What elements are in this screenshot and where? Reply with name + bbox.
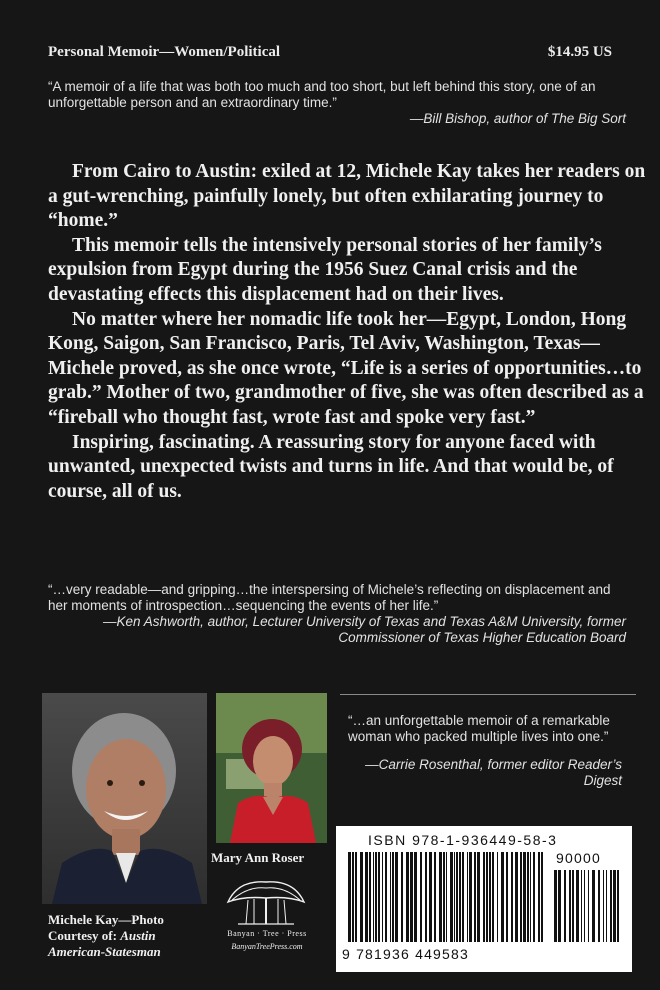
contributor-photo xyxy=(216,693,327,843)
barcode-bar xyxy=(598,870,600,942)
barcode-bar xyxy=(429,852,432,942)
barcode-bar xyxy=(406,852,409,942)
barcode-bar xyxy=(541,852,543,942)
barcode-bar xyxy=(584,870,585,942)
barcode-bar xyxy=(369,852,371,942)
contributor-photo-caption: Mary Ann Roser xyxy=(211,850,305,865)
barcode-bar xyxy=(459,852,461,942)
caption-line-2 xyxy=(48,928,218,944)
barcode-bar xyxy=(483,852,485,942)
barcode-bar xyxy=(454,852,455,942)
barcode-bar xyxy=(425,852,427,942)
barcode-bar xyxy=(401,852,403,942)
barcode-bar xyxy=(446,852,447,942)
author-photo xyxy=(42,693,207,904)
barcode-bar xyxy=(360,852,363,942)
barcode-bar xyxy=(382,852,383,942)
barcode-bar xyxy=(610,870,612,942)
barcode-bar xyxy=(373,852,374,942)
barcode-bar xyxy=(414,852,417,942)
barcode-bars-main xyxy=(348,852,543,942)
barcode-bar xyxy=(533,852,535,942)
blurb-top-quote: “A memoir of a life that was both too much and too short, but left behind this story, one of an unforgettable person and an extraordinary time.” xyxy=(48,79,596,110)
barcode-bar xyxy=(378,852,380,942)
barcode-digits: 9 781936 449583 xyxy=(342,946,469,962)
barcode-bar xyxy=(592,870,595,942)
divider-line xyxy=(340,694,636,695)
barcode-bar xyxy=(348,852,351,942)
barcode-bar xyxy=(492,852,494,942)
barcode-bar xyxy=(462,852,464,942)
blurb-top-attribution: —Bill Bishop, author of The Big Sort xyxy=(409,111,626,126)
barcode-bar xyxy=(486,852,488,942)
barcode-bar xyxy=(617,870,619,942)
barcode-bar xyxy=(467,852,468,942)
barcode-bar xyxy=(538,852,540,942)
barcode-bar xyxy=(395,852,398,942)
blurb-middle-quote: “…very readable—and gripping…the interspersing of Michele’s reflecting on displacement and her moments of introspection…sequencing the events of her life.” xyxy=(48,582,611,613)
barcode-bar xyxy=(477,852,480,942)
barcode-bar xyxy=(564,870,566,942)
isbn-label: ISBN 978-1-936449-58-3 xyxy=(368,832,558,848)
barcode-bar xyxy=(572,870,574,942)
barcode-bar xyxy=(501,852,504,942)
barcode-bar xyxy=(523,852,526,942)
barcode-bar xyxy=(489,852,491,942)
barcode-bar xyxy=(576,870,579,942)
description-paragraph-2: This memoir tells the intensively personal stories of her family’s expulsion from Egypt during the 1956 Suez Canal crisis and the devastating effects this displacement had on their lives. xyxy=(48,234,602,305)
barcode-bar xyxy=(569,870,571,942)
barcode-price-code: 90000 xyxy=(556,850,601,866)
barcode-bar xyxy=(520,852,522,942)
barcode-bar xyxy=(420,852,422,942)
author-photo-caption xyxy=(48,912,218,960)
barcode-bar xyxy=(515,852,518,942)
barcode-bar xyxy=(439,852,442,942)
caption-source-2: American-Statesman xyxy=(48,944,161,959)
description-paragraph-1: From Cairo to Austin: exiled at 12, Michele Kay takes her readers on a gut-wrenching, painfully lonely, but often exhilarating journey to “home.” xyxy=(48,161,646,232)
caption-line-3 xyxy=(48,944,218,960)
genre-label: Personal Memoir—Women/Political xyxy=(48,44,281,60)
barcode-bar xyxy=(352,852,354,942)
barcode-bar xyxy=(530,852,531,942)
barcode-bar xyxy=(554,870,557,942)
barcode-bar xyxy=(375,852,377,942)
blurb-middle-attribution: —Ken Ashworth, author, Lecturer University of Texas and Texas A&M University, former Commissioner of Texas Higher Education Board xyxy=(103,614,626,645)
barcode-bar xyxy=(581,870,582,942)
barcode-bar xyxy=(497,852,498,942)
blurb-bottom-quote: “…an unforgettable memoir of a remarkable woman who packed multiple lives into one.” xyxy=(348,713,610,744)
book-description xyxy=(48,160,648,504)
barcode-bar xyxy=(506,852,508,942)
barcode-bar xyxy=(474,852,476,942)
barcode-bar xyxy=(511,852,513,942)
barcode-bar xyxy=(613,870,616,942)
price-label: $14.95 US xyxy=(547,44,612,60)
caption-courtesy: Courtesy of: xyxy=(48,928,121,943)
barcode-bar xyxy=(558,870,561,942)
barcode-bar xyxy=(588,870,589,942)
barcode-bar xyxy=(365,852,368,942)
barcode-bar xyxy=(450,852,453,942)
barcode-bars-addon xyxy=(554,870,619,942)
barcode-bar xyxy=(603,870,604,942)
caption-line-1: Michele Kay—Photo xyxy=(48,912,164,927)
barcode-bar xyxy=(355,852,357,942)
publisher-url: BanyanTreePress.com xyxy=(231,942,303,951)
barcode-bar xyxy=(385,852,387,942)
barcode-bar xyxy=(456,852,458,942)
barcode-bar xyxy=(443,852,445,942)
blurb-bottom-attribution: —Carrie Rosenthal, former editor Reader’s Digest xyxy=(365,757,622,788)
barcode-bar xyxy=(390,852,391,942)
barcode-bar xyxy=(527,852,529,942)
barcode-bar xyxy=(392,852,394,942)
barcode-bar xyxy=(410,852,413,942)
barcode-bar xyxy=(434,852,436,942)
caption-source-1: Austin xyxy=(120,928,156,943)
barcode-bar xyxy=(469,852,472,942)
description-paragraph-3: No matter where her nomadic life took her—Egypt, London, Hong Kong, Saigon, San Francisco, Paris, Tel Aviv, Washington, Texas—Michele proved, as she once wrote, “Life is a series of opportunities…to grab.” Mother of two, grandmother of five, she was often described as a “fireball who thought fast, wrote fast and spoke very fast.” xyxy=(48,308,644,428)
barcode-bar xyxy=(606,870,607,942)
description-paragraph-4: Inspiring, fascinating. A reassuring story for anyone faced with unwanted, unexpected twists and turns in life. And that would be, of course, all of us. xyxy=(48,431,614,502)
publisher-name: Banyan · Tree · Press xyxy=(227,929,307,938)
